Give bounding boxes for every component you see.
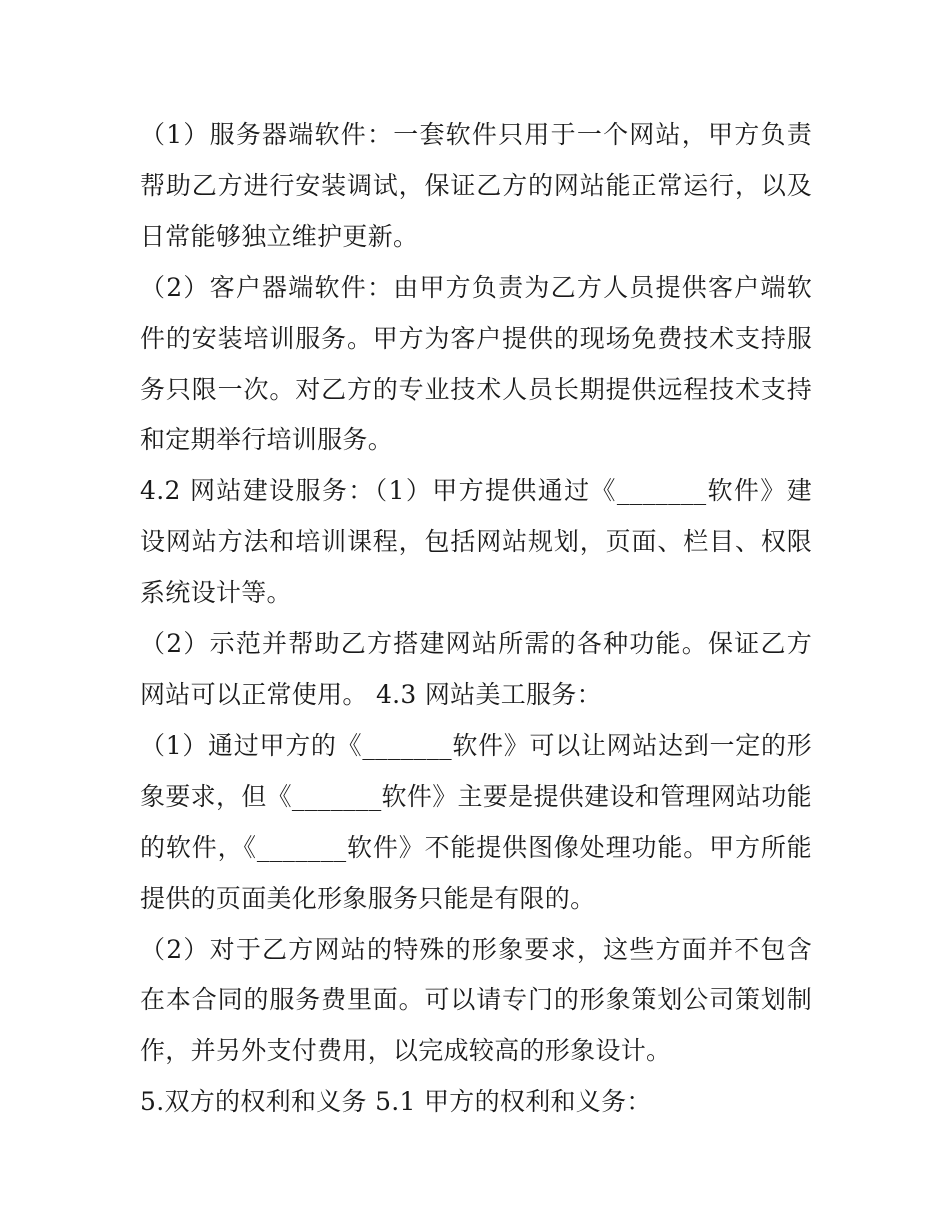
paragraph-client-software: （2）客户器端软件：由甲方负责为乙方人员提供客户端软件的安装培训服务。甲方为客户提供的现场免费技术支持服务只限一次。对乙方的专业技术人员长期提供远程技术支持和定期举行培训服务。	[140, 272, 812, 455]
paragraph-website-construction-service: 4.2 网站建设服务：（1）甲方提供通过《_______软件》建设网站方法和培训课程，包括网站规划，页面、栏目、权限系统设计等。	[140, 476, 812, 608]
paragraph-demo-and-setup: （2）示范并帮助乙方搭建网站所需的各种功能。保证乙方网站可以正常使用。 4.3 网站美工服务：	[140, 629, 812, 709]
paragraph-server-software: （1）服务器端软件：一套软件只用于一个网站，甲方负责帮助乙方进行安装调试，保证乙方的网站能正常运行，以及日常能够独立维护更新。	[140, 120, 812, 251]
document-body	[140, 110, 812, 1128]
paragraph-special-image-design: （2）对于乙方网站的特殊的形象要求，这些方面并不包含在本合同的服务费里面。可以请专门的形象策划公司策划制作，并另外支付费用，以完成较高的形象设计。	[140, 934, 812, 1066]
section-heading-rights-and-obligations: 5.双方的权利和义务 5.1 甲方的权利和义务：	[140, 1087, 652, 1117]
paragraph-image-requirements: （1）通过甲方的《_______软件》可以让网站达到一定的形象要求，但《_______软件》主要是提供建设和管理网站功能的软件，《_______软件》不能提供图像处理功能。甲方所能提供的页面美化形象服务只能是有限的。	[140, 730, 812, 913]
